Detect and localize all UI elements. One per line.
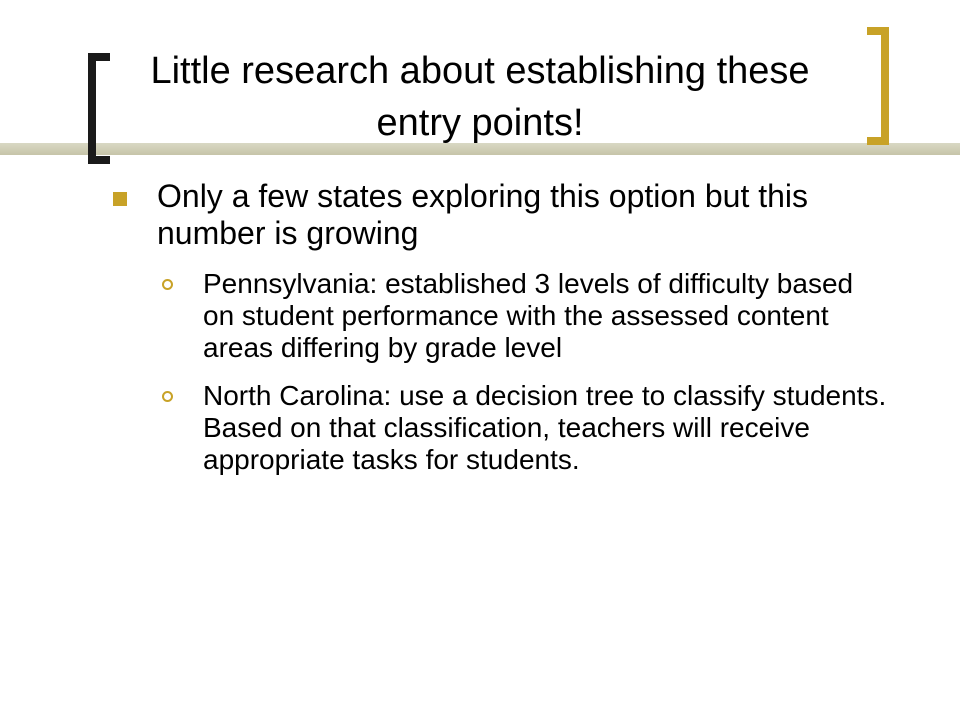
left-bracket-decoration xyxy=(88,53,110,164)
square-bullet-icon xyxy=(113,192,127,206)
sub-bullet-list xyxy=(157,268,890,476)
slide-title: Little research about establishing these entry points! xyxy=(150,50,810,144)
bullet-item xyxy=(110,178,890,476)
sub-bullet-item xyxy=(157,380,890,476)
ring-bullet-icon xyxy=(162,279,173,290)
right-bracket-decoration xyxy=(867,27,889,145)
sub-bullet-item xyxy=(157,268,890,364)
bullet-list xyxy=(110,178,890,492)
sub-bullet-text: Pennsylvania: established 3 levels of difficulty based on student performance with the assessed content areas differing by grade level xyxy=(203,268,854,363)
bullet-text: Only a few states exploring this option but this number is growing xyxy=(157,178,809,251)
sub-bullet-text: North Carolina: use a decision tree to classify students. Based on that classification, teachers will receive appropriate tasks for students. xyxy=(203,380,887,475)
ring-bullet-icon xyxy=(162,391,173,402)
